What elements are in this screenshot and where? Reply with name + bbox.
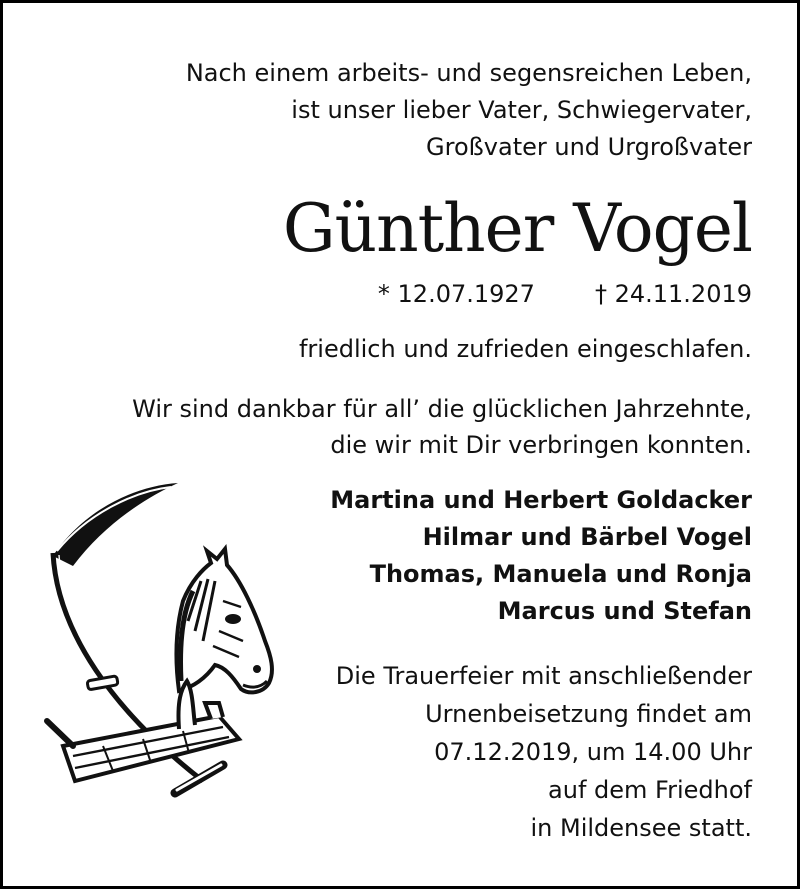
service-info bbox=[336, 657, 752, 847]
service-line: Die Trauerfeier mit anschließender bbox=[335, 662, 752, 690]
life-dates bbox=[378, 279, 752, 309]
horse-scythe-plane-icon bbox=[43, 481, 283, 801]
family-list bbox=[330, 482, 752, 630]
deceased-name: Günther Vogel bbox=[282, 190, 752, 267]
gratitude-line: die wir mit Dir verbringen konnten. bbox=[330, 431, 752, 459]
service-line: in Mildensee statt. bbox=[530, 814, 752, 842]
gratitude-line: Wir sind dankbar für all’ die glücklichen Jahrzehnte, bbox=[132, 395, 752, 423]
family-member: Hilmar und Bärbel Vogel bbox=[422, 523, 752, 551]
passing-line: friedlich und zufrieden eingeschlafen. bbox=[298, 335, 752, 363]
gratitude-text bbox=[132, 391, 752, 463]
intro-line: Großvater und Urgroßvater bbox=[426, 133, 752, 161]
service-line: 07.12.2019, um 14.00 Uhr bbox=[434, 738, 752, 766]
family-member: Thomas, Manuela und Ronja bbox=[369, 560, 752, 588]
intro-line: Nach einem arbeits- und segensreichen Leben, bbox=[185, 59, 752, 87]
family-member: Marcus und Stefan bbox=[497, 597, 752, 625]
death-date: † 24.11.2019 bbox=[594, 280, 752, 308]
service-line: Urnenbeisetzung findet am bbox=[425, 700, 752, 728]
intro-line: ist unser lieber Vater, Schwiegervater, bbox=[291, 96, 752, 124]
intro-text bbox=[186, 55, 752, 166]
service-line: auf dem Friedhof bbox=[548, 776, 752, 804]
birth-date: * 12.07.1927 bbox=[377, 280, 535, 308]
family-member: Martina und Herbert Goldacker bbox=[330, 486, 752, 514]
